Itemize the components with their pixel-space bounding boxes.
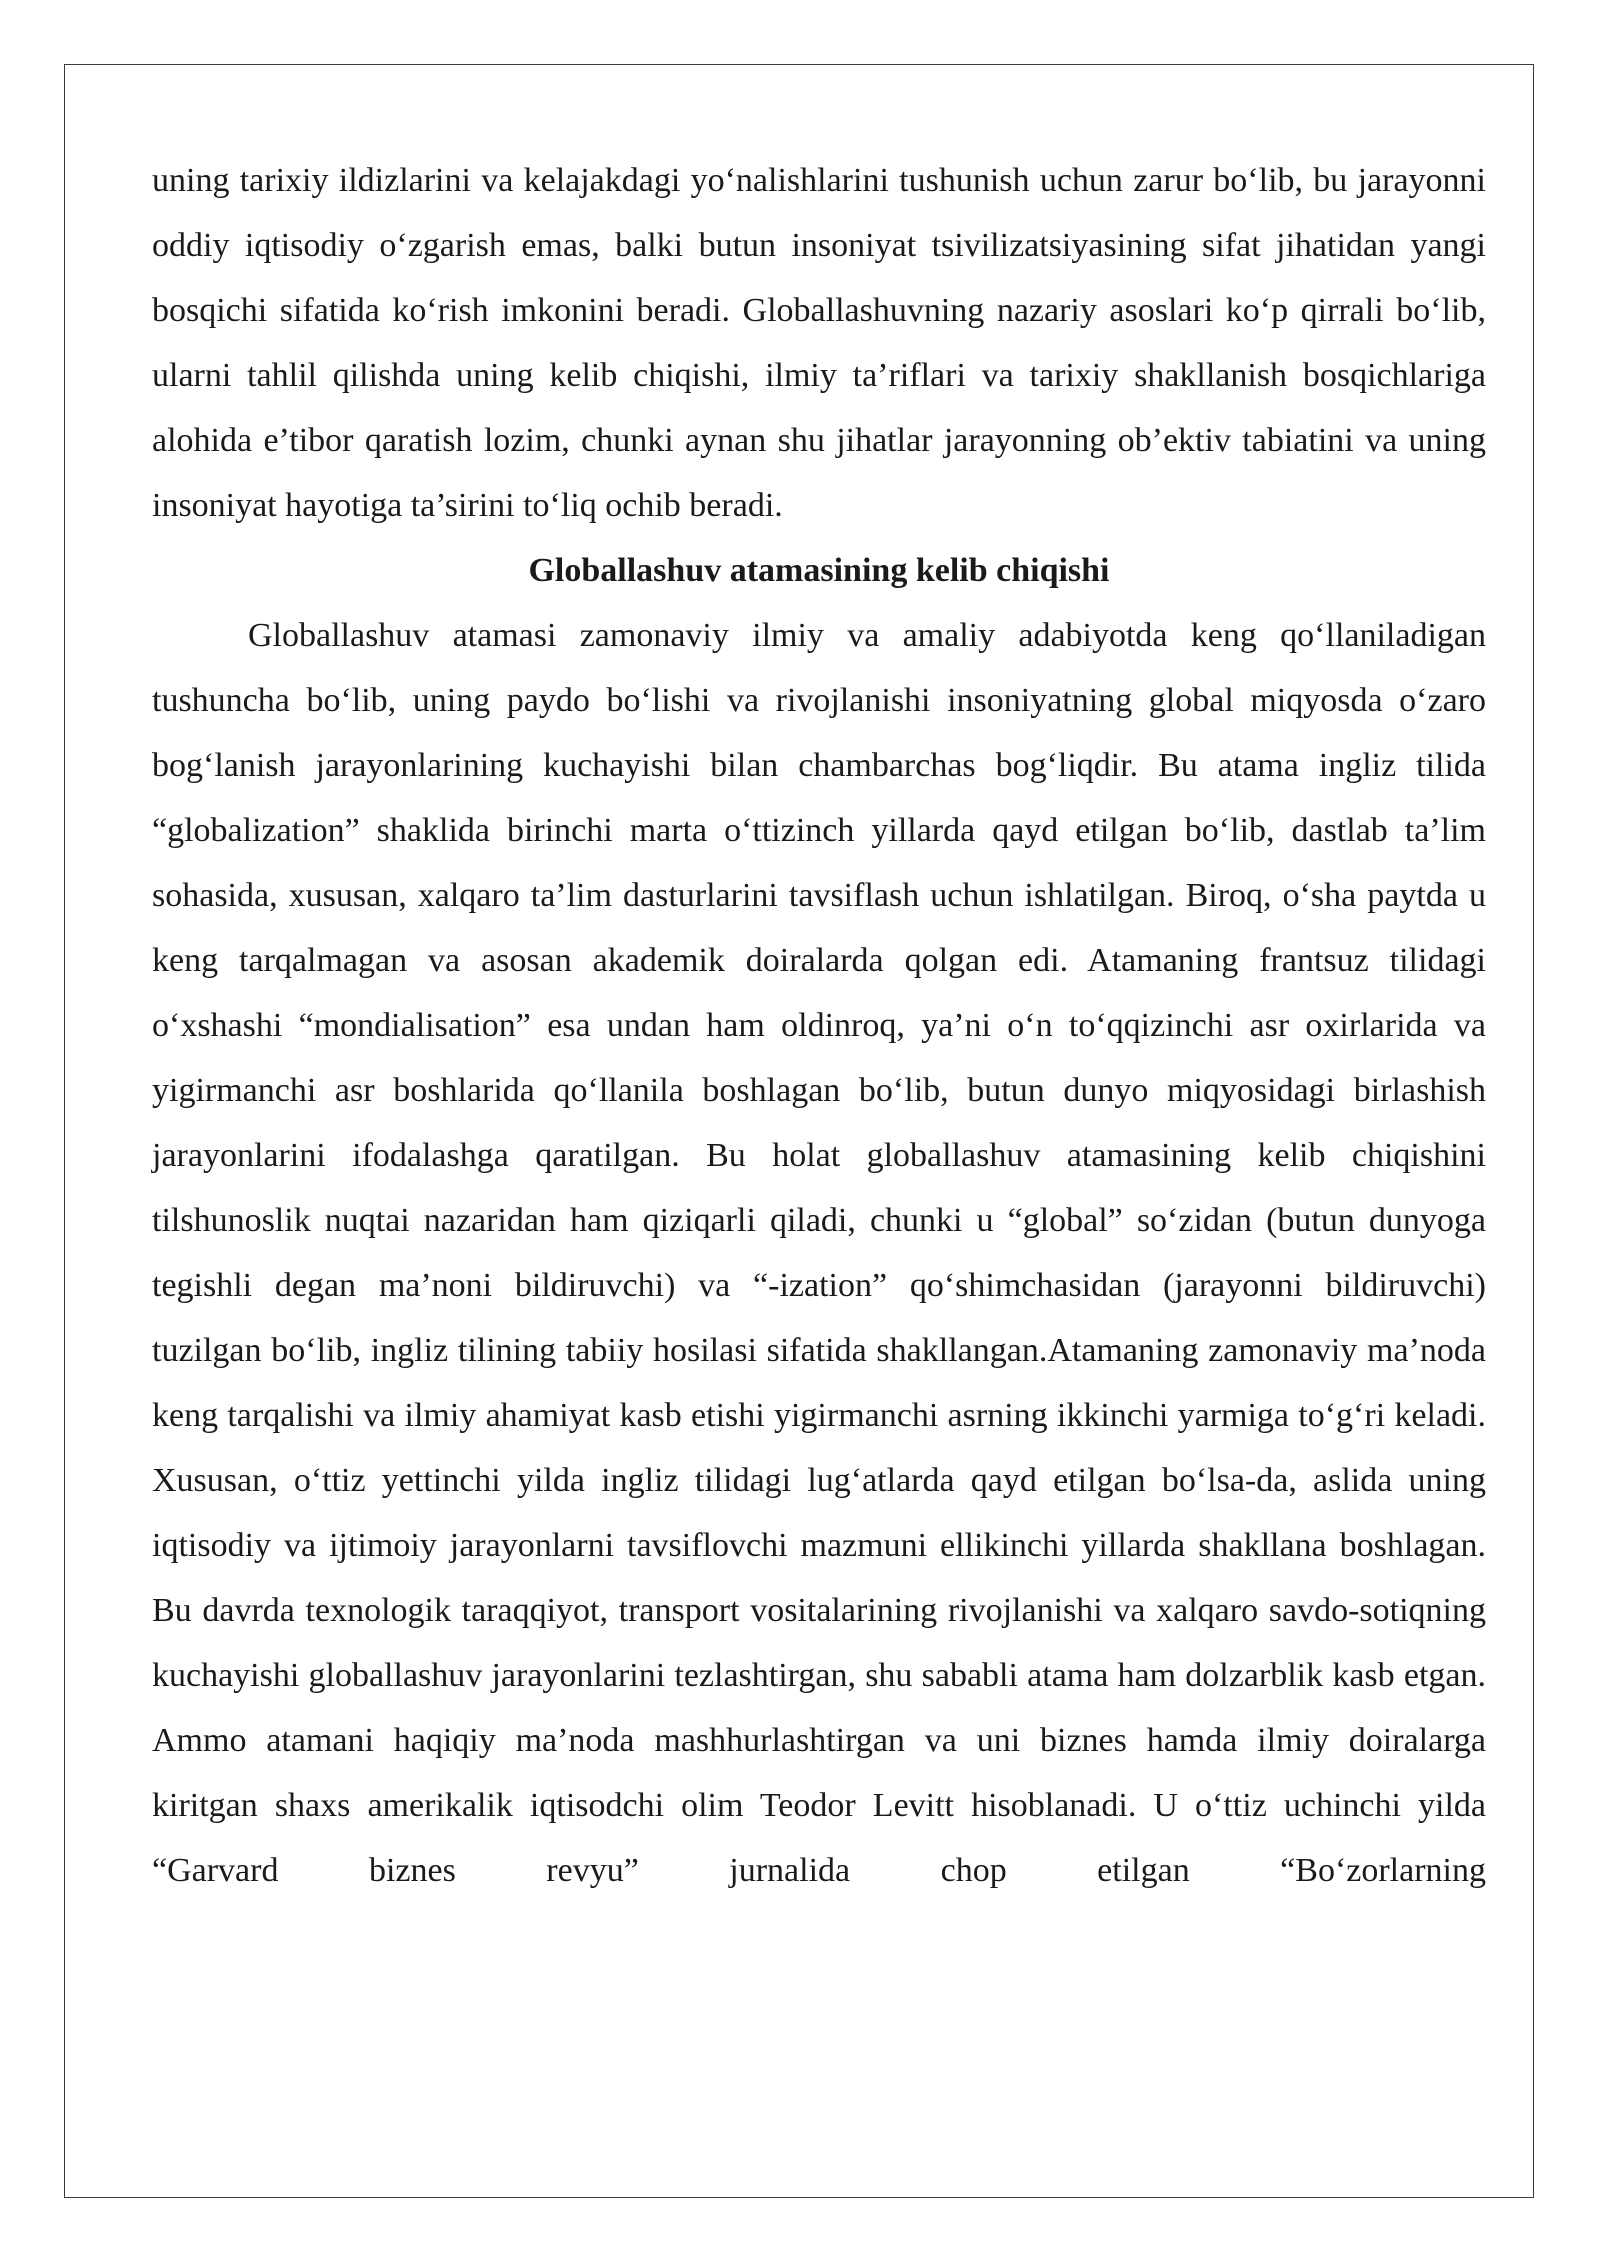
document-body	[152, 148, 1486, 1903]
section-heading: Globallashuv atamasining kelib chiqishi	[528, 552, 1110, 589]
body-paragraph: uning tarixiy ildizlarini va kelajakdagi yo‘nalishlarini tushunish uchun zarur bo‘lib, bu jarayonni oddiy iqtisodiy o‘zgarish emas, balki butun insoniyat tsivilizatsiyasining sifat jihatidan yangi bosqichi sifatida ko‘rish imkonini beradi. Globallashuvning nazariy asoslari ko‘p qirrali bo‘lib, ularni tahlil qilishda uning kelib chiqishi, ilmiy ta’riflari va tarixiy shakllanish bosqichlariga alohida e’tibor qaratish lozim, chunki aynan shu jihatlar jarayonning ob’ektiv tabiatini va uning insoniyat hayotiga ta’sirini to‘liq ochib beradi.	[152, 162, 1486, 524]
body-paragraph: Globallashuv atamasi zamonaviy ilmiy va amaliy adabiyotda keng qo‘llaniladigan tushuncha bo‘lib, uning paydo bo‘lishi va rivojlanishi insoniyatning global miqyosda o‘zaro bog‘lanish jarayonlarining kuchayishi bilan chambarchas bog‘liqdir. Bu atama ingliz tilida “globalization” shaklida birinchi marta o‘ttizinch yillarda qayd etilgan bo‘lib, dastlab ta’lim sohasida, xususan, xalqaro ta’lim dasturlarini tavsiflash uchun ishlatilgan. Biroq, o‘sha paytda u keng tarqalmagan va asosan akademik doiralarda qolgan edi. Atamaning frantsuz tilidagi o‘xshashi “mondialisation” esa undan ham oldinroq, ya’ni o‘n to‘qqizinchi asr oxirlarida va yigirmanchi asr boshlarida qo‘llanila boshlagan bo‘lib, butun dunyo miqyosidagi birlashish jarayonlarini ifodalashga qaratilgan. Bu holat globallashuv atamasining kelib chiqishini tilshunoslik nuqtai nazaridan ham qiziqarli qiladi, chunki u “global” so‘zidan (butun dunyoga tegishli degan ma’noni bildiruvchi) va “-ization” qo‘shimchasidan (jarayonni bildiruvchi) tuzilgan bo‘lib, ingliz tilining tabiiy hosilasi sifatida shakllangan.Atamaning zamonaviy ma’noda keng tarqalishi va ilmiy ahamiyat kasb etishi yigirmanchi asrning ikkinchi yarmiga to‘g‘ri keladi. Xususan, o‘ttiz yettinchi yilda ingliz tilidagi lug‘atlarda qayd etilgan bo‘lsa-da, aslida uning iqtisodiy va ijtimoiy jarayonlarni tavsiflovchi mazmuni ellikinchi yillarda shakllana boshlagan. Bu davrda texnologik taraqqiyot, transport vositalarining rivojlanishi va xalqaro savdo-sotiqning kuchayishi globallashuv jarayonlarini tezlashtirgan, shu sababli atama ham dolzarblik kasb etgan. Ammo atamani haqiqiy ma’noda mashhurlashtirgan va uni biznes hamda ilmiy doiralarga kiritgan shaxs amerikalik iqtisodchi olim Teodor Levitt hisoblanadi. U o‘ttiz uchinchi yilda “Garvard biznes revyu” jurnalida chop etilgan “Bo‘zorlarning	[152, 617, 1486, 1889]
